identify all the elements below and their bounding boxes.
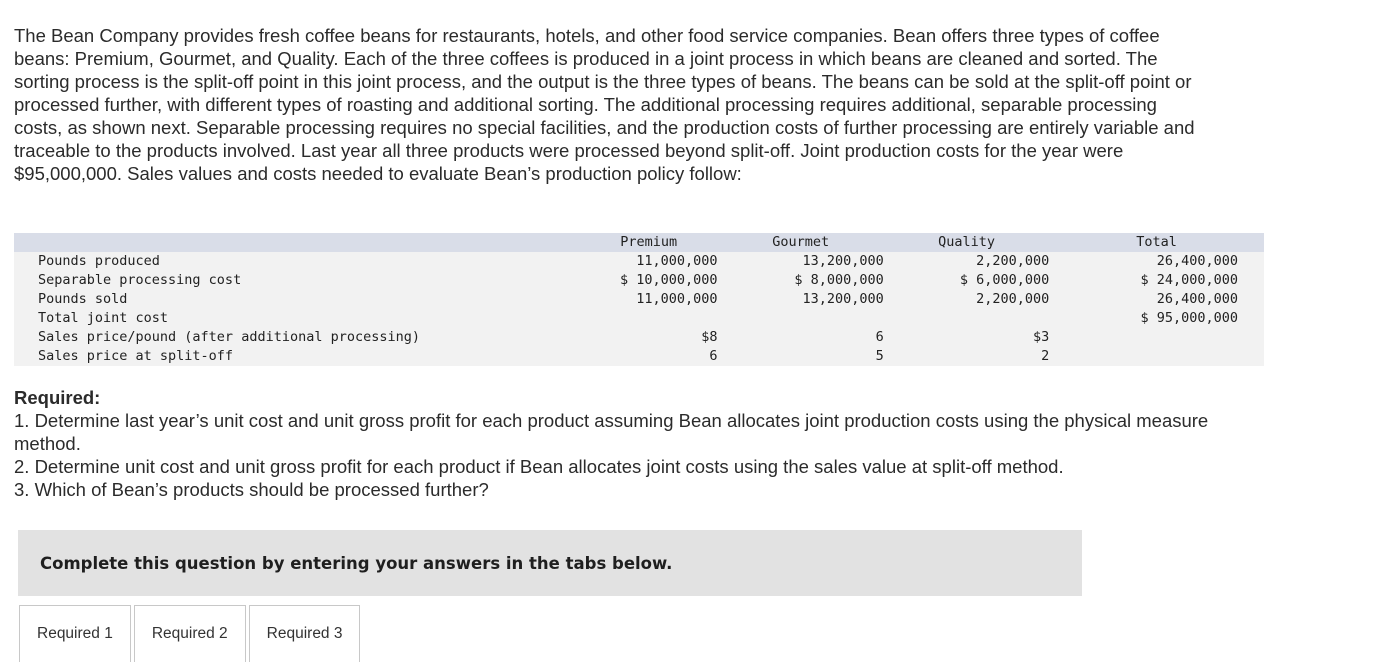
row-label: Sales price/pound (after additional processing) <box>14 328 580 347</box>
cell-premium <box>580 309 718 328</box>
required-section <box>14 386 1214 501</box>
cell-gourmet: 13,200,000 <box>717 290 883 309</box>
required-title: Required: <box>14 387 101 408</box>
row-label: Sales price at split-off <box>14 347 580 366</box>
cell-quality: $3 <box>884 328 1049 347</box>
table-row <box>14 309 1264 328</box>
cell-premium: 11,000,000 <box>580 290 718 309</box>
cell-premium: 6 <box>580 347 718 366</box>
cell-quality: 2,200,000 <box>884 290 1049 309</box>
header-quality: Quality <box>884 233 1049 252</box>
cell-quality: $ 6,000,000 <box>884 271 1049 290</box>
cell-gourmet: 6 <box>717 328 883 347</box>
problem-description: The Bean Company provides fresh coffee beans for restaurants, hotels, and other food service companies. Bean offers three types of coffee beans: Premium, Gourmet, and Quality. Each of the three coffees is produced in a joint process in which beans are cleaned and sorted. The sorting process is the split-off point in this joint process, and the output is the three types of beans. The beans can be sold at the split-off point or processed further, with different types of roasting and additional sorting. The additional processing requires additional, separable processing costs, as shown next. Separable processing requires no special facilities, and the production costs of further processing are entirely variable and traceable to the products involved. Last year all three products were processed beyond split-off. Joint production costs for the year were $95,000,000. Sales values and costs needed to evaluate Bean’s production policy follow: <box>14 25 1195 184</box>
row-label: Total joint cost <box>14 309 580 328</box>
tab-required-1[interactable]: Required 1 <box>19 605 131 662</box>
required-item-2: 2. Determine unit cost and unit gross profit for each product if Bean allocates joint costs using the sales value at split-off method. <box>14 456 1064 477</box>
cell-quality: 2,200,000 <box>884 252 1049 271</box>
cost-data-table <box>14 233 1264 366</box>
tab-required-3[interactable]: Required 3 <box>249 605 361 662</box>
cell-total: 26,400,000 <box>1049 252 1264 271</box>
cell-gourmet: $ 8,000,000 <box>717 271 883 290</box>
header-gourmet: Gourmet <box>717 233 883 252</box>
table-row <box>14 290 1264 309</box>
instruction-text: Complete this question by entering your answers in the tabs below. <box>40 553 673 573</box>
answer-tabs <box>19 605 363 662</box>
cell-total <box>1049 328 1264 347</box>
cell-total: 26,400,000 <box>1049 290 1264 309</box>
cell-total: $ 95,000,000 <box>1049 309 1264 328</box>
tab-required-2[interactable]: Required 2 <box>134 605 246 662</box>
required-item-3: 3. Which of Bean’s products should be processed further? <box>14 479 489 500</box>
cell-premium: $ 10,000,000 <box>580 271 718 290</box>
row-label: Separable processing cost <box>14 271 580 290</box>
cell-total <box>1049 347 1264 366</box>
cell-premium: $8 <box>580 328 718 347</box>
cell-premium: 11,000,000 <box>580 252 718 271</box>
table-row <box>14 328 1264 347</box>
cell-gourmet: 13,200,000 <box>717 252 883 271</box>
cell-gourmet <box>717 309 883 328</box>
cell-gourmet: 5 <box>717 347 883 366</box>
cell-total: $ 24,000,000 <box>1049 271 1264 290</box>
header-premium: Premium <box>580 233 718 252</box>
row-label: Pounds sold <box>14 290 580 309</box>
table-row <box>14 271 1264 290</box>
table-row <box>14 252 1264 271</box>
cell-quality <box>884 309 1049 328</box>
row-label: Pounds produced <box>14 252 580 271</box>
table-header-row <box>14 233 1264 252</box>
table-row <box>14 347 1264 366</box>
cell-quality: 2 <box>884 347 1049 366</box>
header-total: Total <box>1049 233 1264 252</box>
instruction-banner <box>18 530 1082 596</box>
required-item-1: 1. Determine last year’s unit cost and unit gross profit for each product assuming Bean allocates joint production costs using the physical measure method. <box>14 410 1209 454</box>
